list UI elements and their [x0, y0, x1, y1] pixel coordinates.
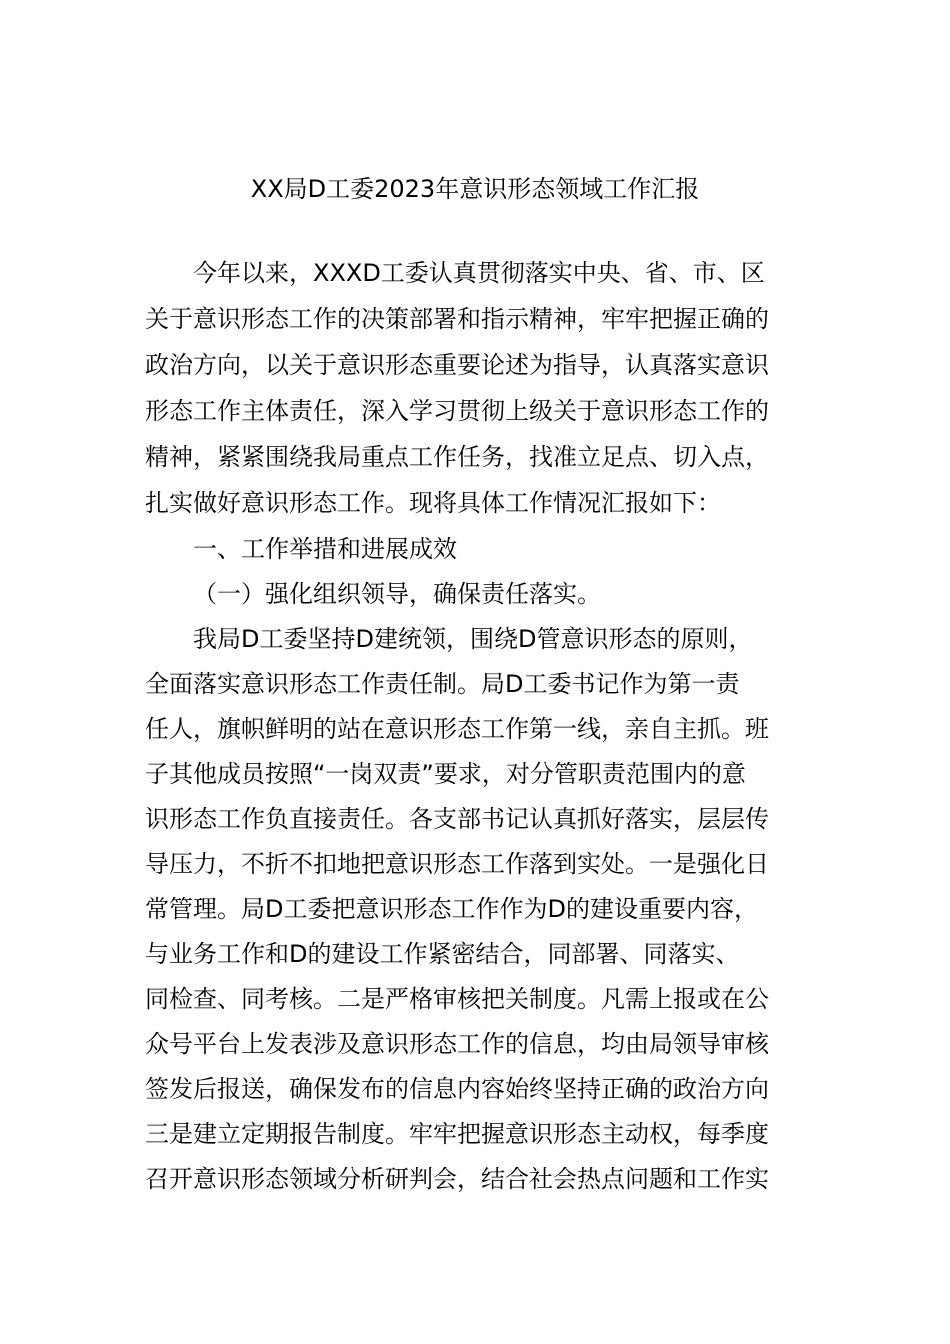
- paragraph-line: 我局D工委坚持D建统领，围绕D管意识形态的原则，: [193, 625, 753, 653]
- paragraph-line: 识形态工作负直接责任。各支部书记认真抓好落实，层层传: [145, 805, 769, 833]
- paragraph-line: 精神，紧紧围绕我局重点工作任务，找准立足点、切入点，: [145, 443, 769, 471]
- subsection-heading: （一）强化组织领导，确保责任落实。: [193, 580, 601, 608]
- paragraph-line: 今年以来，XXXD工委认真贯彻落实中央、省、市、区: [193, 259, 765, 287]
- paragraph-line: 同检查、同考核。二是严格审核把关制度。凡需上报或在公: [145, 985, 769, 1013]
- section-heading: 一、工作举措和进展成效: [193, 535, 457, 563]
- paragraph-line: 导压力，不折不扣地把意识形态工作落到实处。一是强化日: [145, 850, 769, 878]
- paragraph-line: 政治方向，以关于意识形态重要论述为指导，认真落实意识: [145, 351, 769, 379]
- paragraph-line: 全面落实意识形态工作责任制。局D工委书记作为第一责: [145, 670, 740, 698]
- paragraph-line: 任人，旗帜鲜明的站在意识形态工作第一线，亲自主抓。班: [145, 715, 769, 743]
- paragraph-line: 形态工作主体责任，深入学习贯彻上级关于意识形态工作的: [145, 397, 769, 425]
- document-title: XX局D工委2023年意识形态领域工作汇报: [250, 175, 700, 203]
- paragraph-line: 关于意识形态工作的决策部署和指示精神，牢牢把握正确的: [145, 305, 769, 333]
- paragraph-line: 召开意识形态领域分析研判会，结合社会热点问题和工作实: [145, 1165, 769, 1193]
- paragraph-line: 常管理。局D工委把意识形态工作作为D的建设重要内容，: [145, 895, 758, 923]
- paragraph-line: 扎实做好意识形态工作。现将具体工作情况汇报如下：: [145, 489, 721, 517]
- paragraph-line: 三是建立定期报告制度。牢牢把握意识形态主动权，每季度: [145, 1120, 769, 1148]
- paragraph-line: 与业务工作和D的建设工作紧密结合，同部署、同落实、: [145, 940, 740, 968]
- paragraph-line: 签发后报送，确保发布的信息内容始终坚持正确的政治方向: [145, 1075, 769, 1103]
- paragraph-line: 众号平台上发表涉及意识形态工作的信息，均由局领导审核: [145, 1030, 769, 1058]
- paragraph-line: 子其他成员按照“一岗双责”要求，对分管职责范围内的意: [145, 760, 746, 788]
